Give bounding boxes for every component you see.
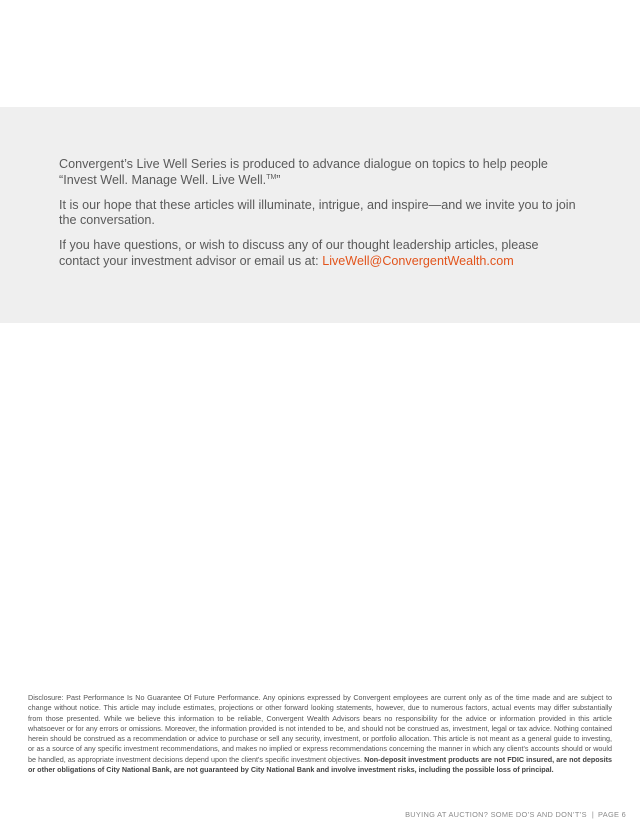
page-footer [405,810,626,819]
intro-paragraph-1 [59,157,579,188]
email-link[interactable]: LiveWell@ConvergentWealth.com [322,253,514,268]
intro-paragraph-3-text: If you have questions, or wish to discuss any of our thought leadership articles, please contact your investment advisor or email us at: [59,238,539,268]
disclosure-bold-text: Non-deposit investment products are not FDIC insured, are not deposits or other obligations of City National Bank, are not guaranteed by City National Bank and involve investment risks, including the possible loss of principal. [28,754,612,775]
intro-paragraph-2: It is our hope that these articles will illuminate, intrigue, and inspire—and we invite you to join the conversation. [59,197,576,227]
intro-content [59,157,579,279]
disclosure [28,693,612,775]
disclosure-text: Disclosure: Past Performance Is No Guarantee Of Future Performance. Any opinions expressed by Convergent employees are current only as of the time made and are subject to change without notice. This article may include estimates, projections or other forward looking statements, however, due to numerous factors, actual events may differ substantially from those presented. While we believe this information to be reliable, Convergent Wealth Advisors bears no responsibility for the advice or information provided in this article whatsoever or for any errors or omissions. Moreover, the information provided is not intended to be, and should not be construed as, investment, legal or tax advice. Nothing contained herein should be construed as a recommendation or advice to purchase or sell any security, investment, or portfolio allocation. This article is not meant as a general guide to investing, or as a source of any specific investment recommendations, and makes no implied or express recommendations concerning the manner in which any client's accounts should or would be handled, as appropriate investment decisions depend upon the client's specific investment objectives. [28,693,612,764]
page-number: PAGE 6 [598,810,626,819]
footer-title: BUYING AT AUCTION? SOME DO’S AND DON’T’S [405,810,587,819]
footer-separator: | [591,810,595,819]
intro-paragraph-1-text: Convergent’s Live Well Series is produced to advance dialogue on topics to help people “Invest Well. Manage Well. Live Well. [59,157,548,187]
intro-paragraph-3 [59,238,579,269]
intro-paragraph-1-end: ” [276,172,281,187]
trademark-symbol: TM [266,173,277,181]
